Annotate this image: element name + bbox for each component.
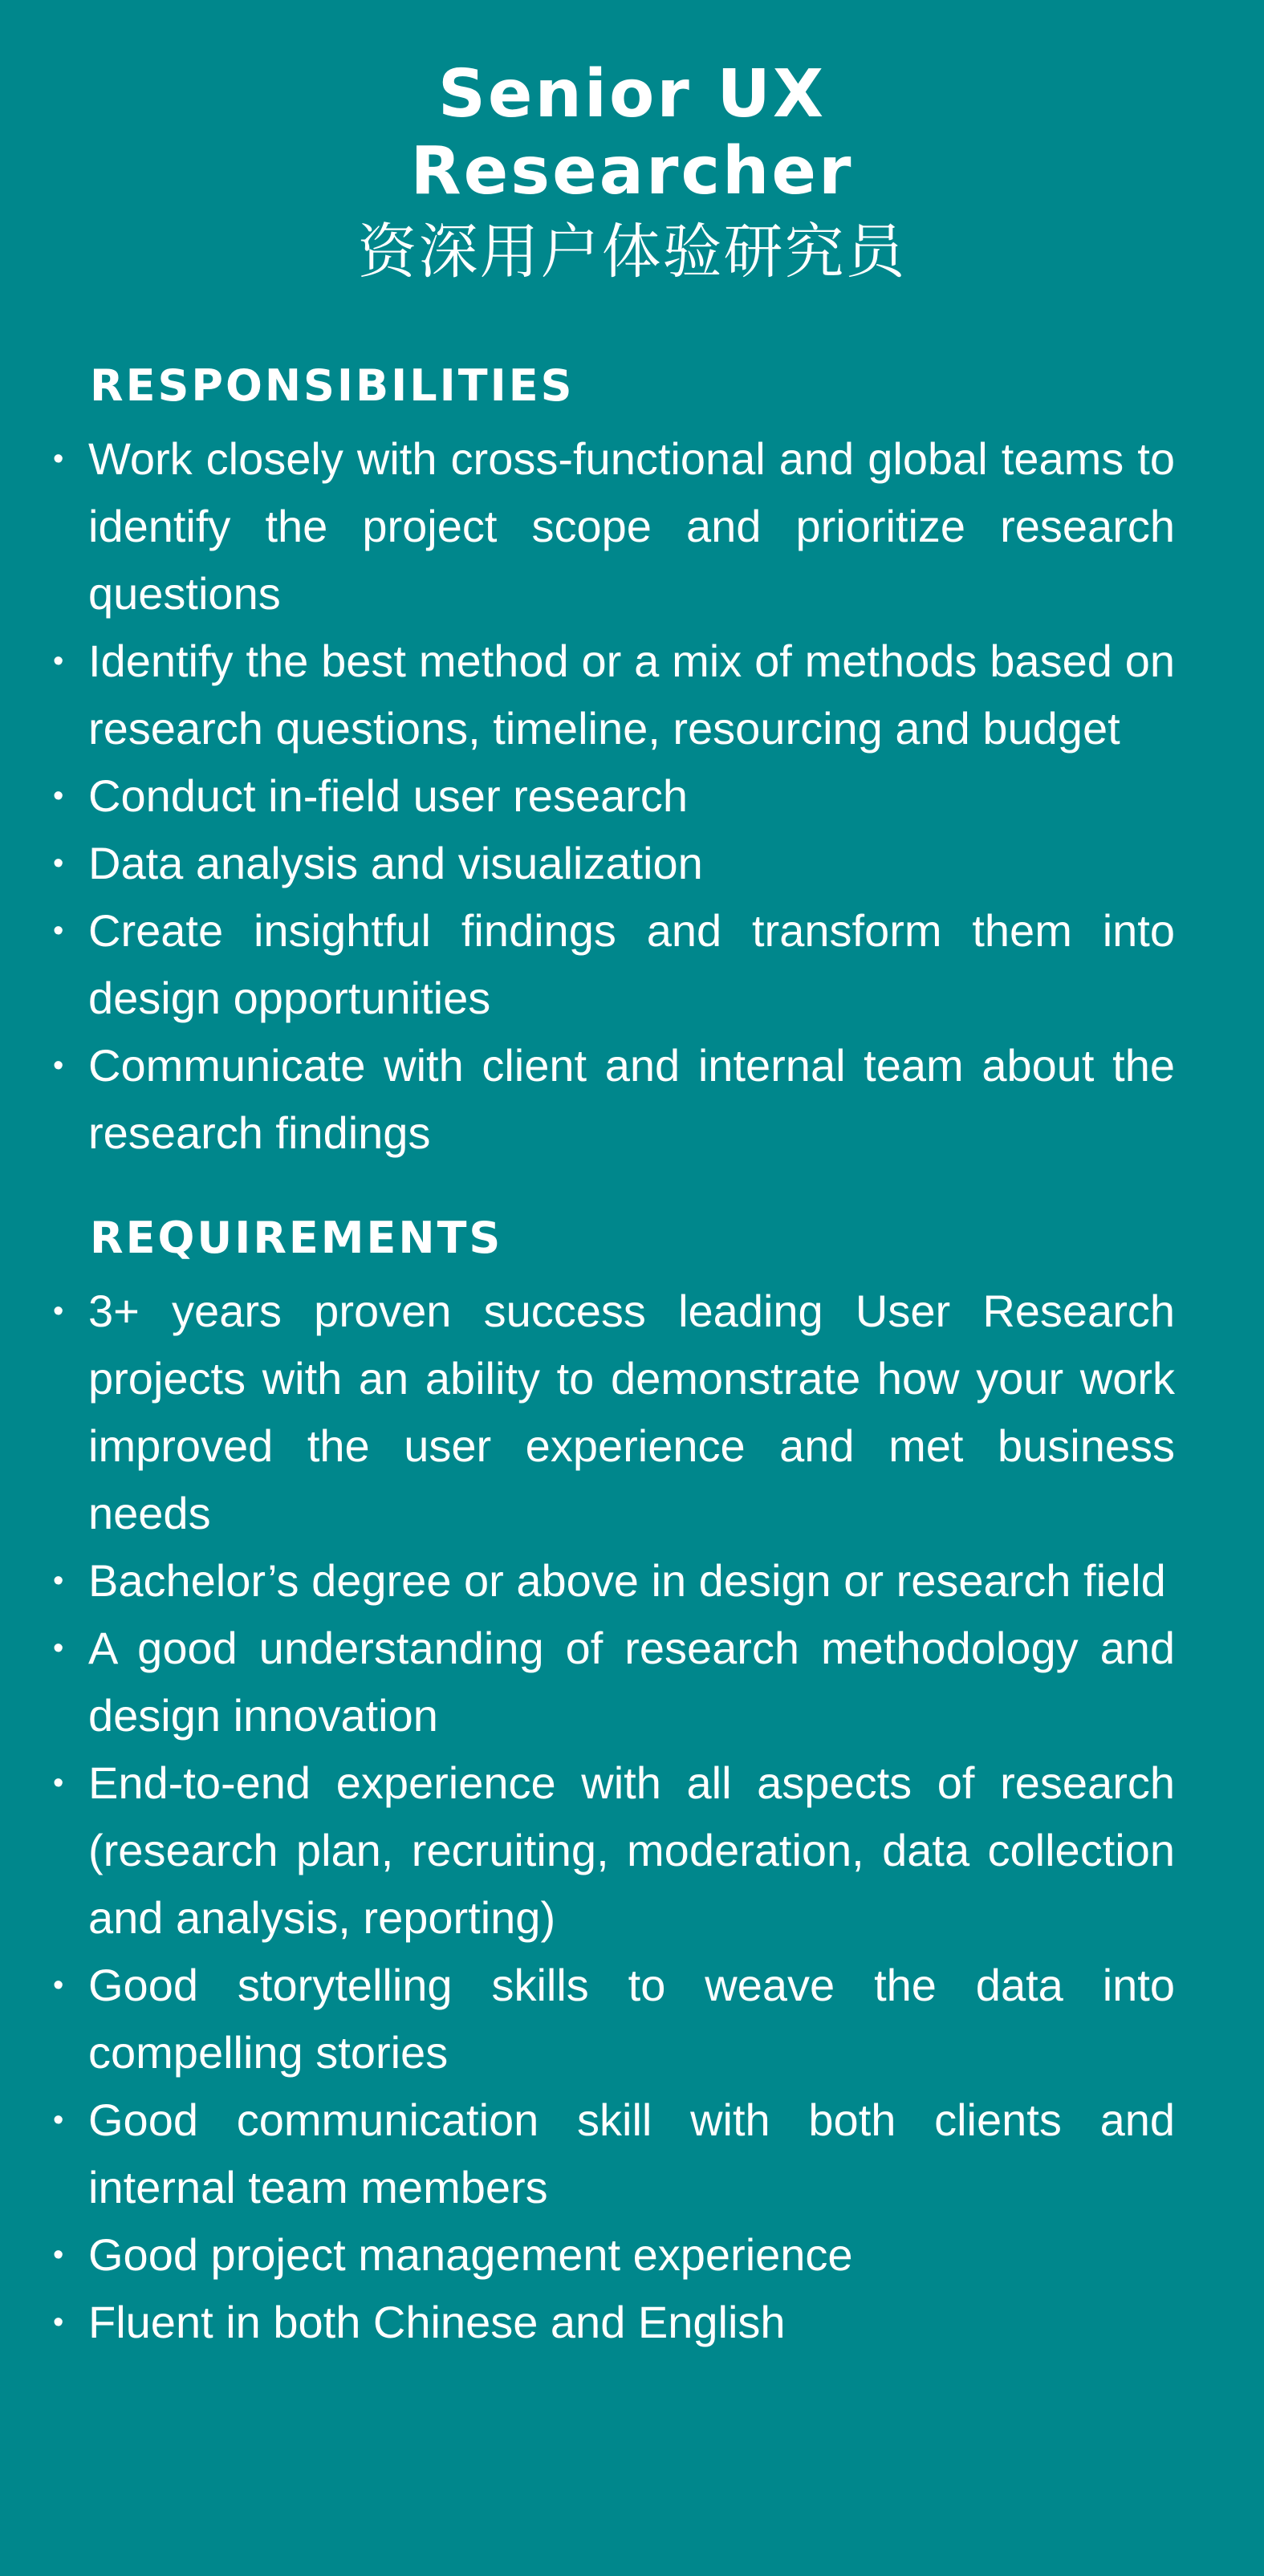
responsibility-text: Data analysis and visualization bbox=[88, 838, 703, 888]
responsibilities-heading: RESPONSIBILITIES bbox=[90, 360, 575, 411]
requirement-item bbox=[53, 1749, 1175, 1952]
responsibility-text: Conduct in-field user research bbox=[88, 770, 689, 821]
responsibility-item bbox=[53, 425, 1175, 628]
responsibilities-section bbox=[53, 358, 1176, 1167]
responsibility-item bbox=[53, 1032, 1175, 1167]
job-title-line-1: Senior UX bbox=[437, 56, 827, 132]
requirements-heading: REQUIREMENTS bbox=[90, 1213, 503, 1263]
responsibility-item bbox=[53, 628, 1175, 762]
bullet-icon: • bbox=[53, 442, 64, 476]
requirement-text: Good communication skill with both clients and internal team members bbox=[88, 2095, 1175, 2212]
bullet-icon: • bbox=[53, 2238, 64, 2272]
requirement-item bbox=[53, 1278, 1175, 1547]
requirement-item bbox=[53, 2086, 1175, 2221]
requirement-text: Good project management experience bbox=[88, 2229, 853, 2280]
responsibility-item bbox=[53, 897, 1175, 1032]
bullet-icon: • bbox=[53, 1631, 64, 1665]
requirement-item bbox=[53, 2221, 1175, 2289]
job-title-line-2: Researcher bbox=[410, 133, 854, 209]
bullet-icon: • bbox=[53, 2306, 64, 2339]
responsibility-text: Communicate with client and internal team about the research findings bbox=[88, 1040, 1175, 1158]
responsibility-text: Identify the best method or a mix of methods based on research questions, timeline, resourcing and budget bbox=[88, 636, 1175, 754]
requirement-text: Good storytelling skills to weave the data into compelling stories bbox=[88, 1960, 1175, 2078]
responsibility-text: Work closely with cross-functional and global teams to identify the project scope and prioritize research questions bbox=[88, 433, 1175, 619]
requirement-item bbox=[53, 2289, 1175, 2356]
requirement-text: Bachelor’s degree or above in design or research field bbox=[88, 1555, 1166, 1606]
requirement-item bbox=[53, 1952, 1175, 2086]
bullet-icon: • bbox=[53, 779, 64, 813]
responsibilities-list bbox=[53, 425, 1175, 1167]
requirements-section bbox=[53, 1210, 1176, 2356]
bullet-icon: • bbox=[53, 1766, 64, 1800]
requirement-item bbox=[53, 1615, 1175, 1749]
requirement-text: Fluent in both Chinese and English bbox=[88, 2297, 786, 2347]
bullet-icon: • bbox=[53, 914, 64, 948]
responsibility-text: Create insightful findings and transform them into design opportunities bbox=[88, 905, 1175, 1023]
bullet-icon: • bbox=[53, 644, 64, 678]
responsibility-item bbox=[53, 762, 1175, 830]
responsibility-item bbox=[53, 830, 1175, 897]
bullet-icon: • bbox=[53, 1294, 64, 1328]
requirement-item bbox=[53, 1547, 1175, 1615]
bullet-icon: • bbox=[53, 1969, 64, 2002]
job-title-chinese: 资深用户体验研究员 bbox=[357, 217, 907, 286]
bullet-icon: • bbox=[53, 2103, 64, 2137]
bullet-icon: • bbox=[53, 1564, 64, 1598]
requirement-text: End-to-end experience with all aspects of research (research plan, recruiting, moderation, data collection and analysis, reporting) bbox=[88, 1757, 1175, 1943]
bullet-icon: • bbox=[53, 847, 64, 880]
bullet-icon: • bbox=[53, 1049, 64, 1083]
requirements-list bbox=[53, 1278, 1175, 2356]
header bbox=[88, 56, 1176, 292]
requirement-text: A good understanding of research methodology and design innovation bbox=[88, 1623, 1175, 1741]
requirement-text: 3+ years proven success leading User Research projects with an ability to demonstrate how your work improved the user experience and met business needs bbox=[88, 1286, 1175, 1538]
